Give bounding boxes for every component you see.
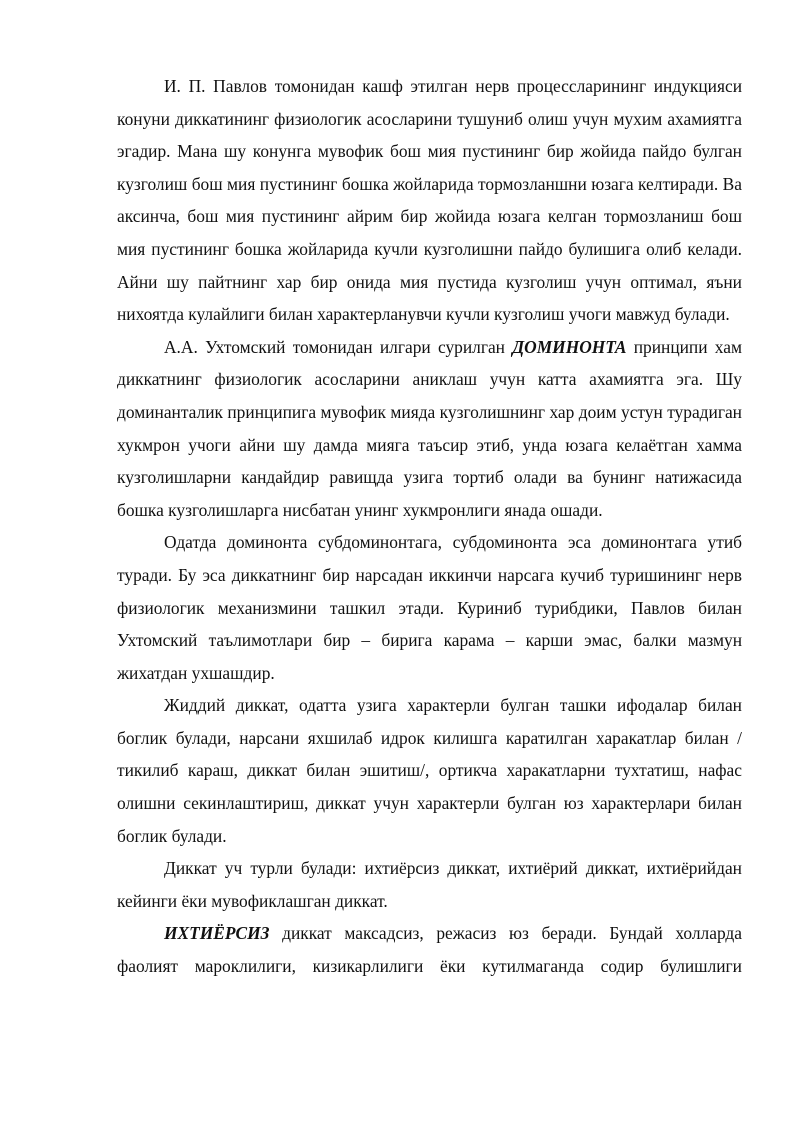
paragraph-pavlov-induction: И. П. Павлов томонидан кашф этилган нерв процессларининг индукцияси конуни диккатининг физиологик асосларини тушуниб олиш учун мухим ахамиятга эгадир. Мана шу конунга мувофик бош мия пустининг бир жойида пайдо булган кузголиш бош мия пустининг бошка жойларида тормозланшни юзага келтиради. Ва аксинча, бош мия пустининг айрим бир жойида юзага келган тормозланиш бош мия пустининг бошка жойларида кучли кузголишни пайдо булишига олиб келади. Айни шу пайтнинг хар бир онида мия пустида кузголиш учун оптимал, яъни нихоятда кулайлиги билан характерланувчи кучли кузголиш учоги мавжуд булади. (117, 76, 742, 325)
paragraph-text-before-term: А.А. Ухтомский томонидан илгари сурилган (164, 336, 513, 357)
paragraph-involuntary-attention (117, 917, 742, 982)
paragraph-attention-types: Диккат уч турли булади: ихтиёрсиз диккат, ихтиёрий диккат, ихтиёрийдан кейинги ёки мувофиклашган диккат. (117, 858, 742, 911)
paragraph-text-after-term: принципи хам диккатнинг физиологик асосларини аниклаш учун катта ахамиятга эга. Шу доминанталик принципига мувофик мияда кузголишнинг хар доим устун турадиган хукмрон учоги айни шу дамда мияга таъсир этиб, унда юзага келаётган хамма кузголишларни кандайдир равищда узига тортиб олади ва бунинг натижасида бошка кузголишларга нисбатан унинг хукмронлиги янада ошади. (117, 336, 742, 520)
term-dominanta: ДОМИНОНТА (512, 336, 627, 357)
document-page (117, 70, 742, 983)
paragraph-text-after-term: диккат максадсиз, режасиз юз беради. Бундай холларда фаолият мароклилиги, кизикарлилиги ёки кутилмаганда содир булишлиги (117, 923, 742, 977)
term-ikhtiyorsiz: ИХТИЁРСИЗ (164, 923, 270, 944)
paragraph-ukhtomsky-dominant (117, 331, 742, 527)
paragraph-subdominant: Одатда доминонта субдоминонтага, субдоминонта эса доминонтага утиб туради. Бу эса диккатнинг бир нарсадан иккинчи нарсага кучиб туришининг нерв физиологик механизмини ташкил этади. Куриниб турибдики, Павлов билан Ухтомский таълимотлари бир – бирига карама – карши эмас, балки мазмун жихатдан ухшашдир. (117, 532, 742, 683)
paragraph-serious-attention: Жиддий диккат, одатта узига характерли булган ташки ифодалар билан боглик булади, нарсани яхшилаб идрок килишга каратилган харакатлар билан /тикилиб караш, диккат билан эшитиш/, ортикча харакатларни тухтатиш, нафас олишни секинлаштириш, диккат учун характерли булган юз характерлари билан боглик булади. (117, 695, 742, 846)
